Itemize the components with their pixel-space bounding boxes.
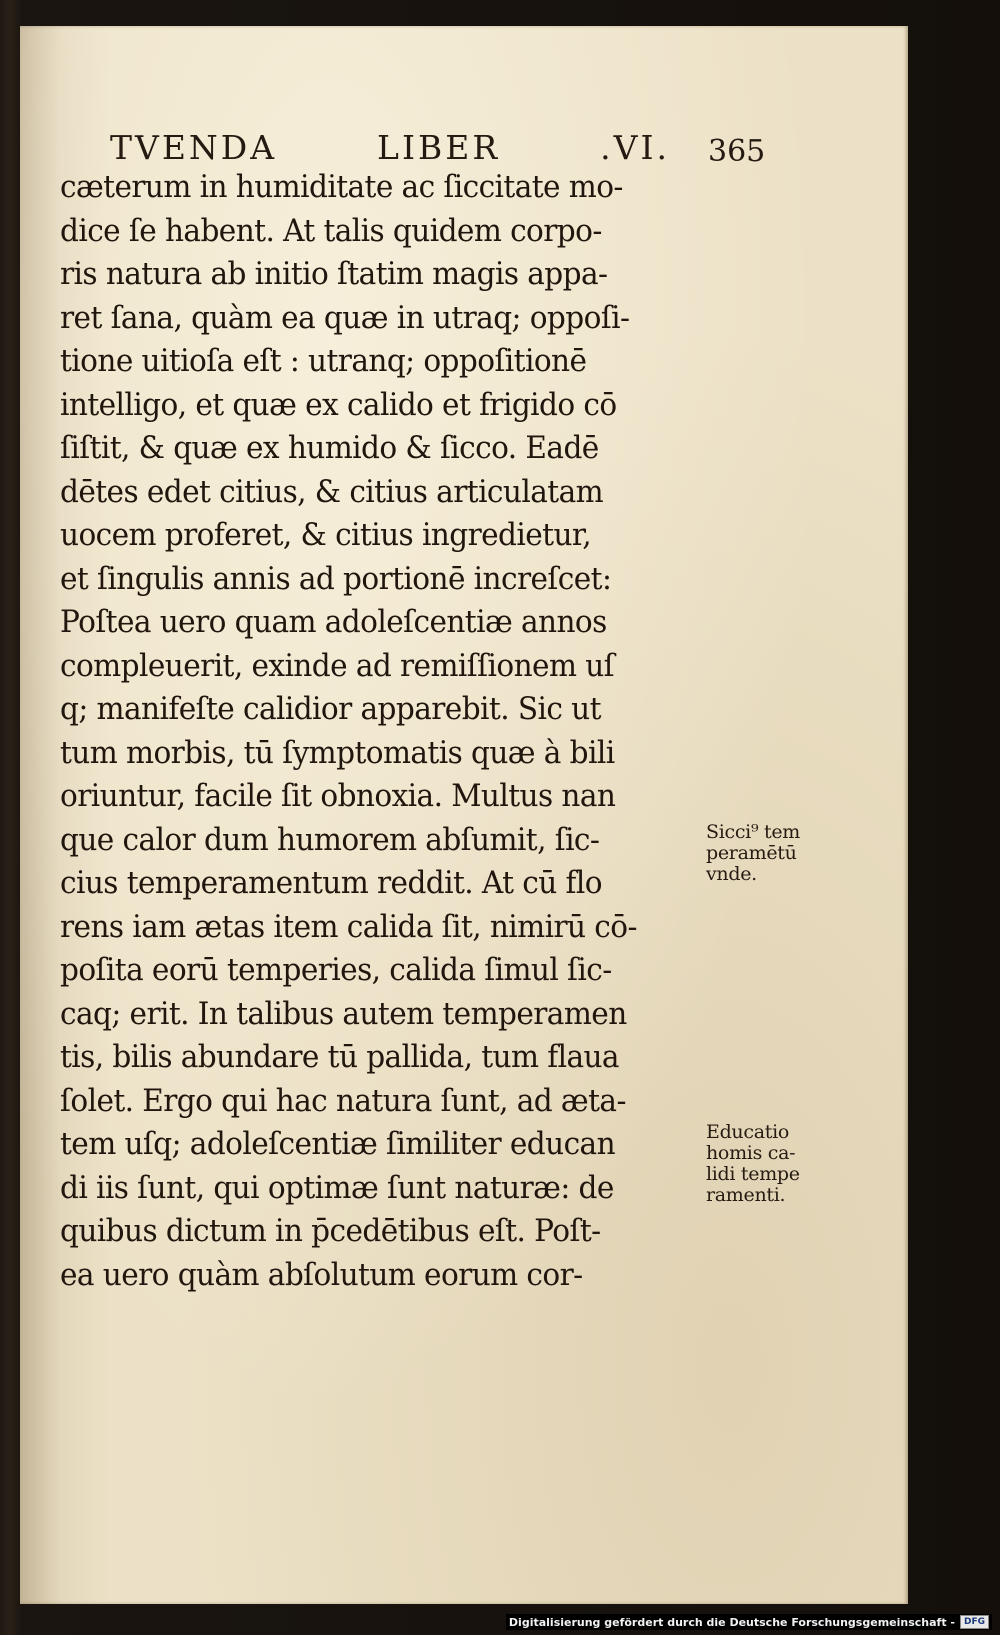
digitization-footer <box>506 1614 992 1630</box>
text-line: et ſingulis annis ad portionē increſcet: <box>60 561 612 597</box>
text-line: uocem proferet, & citius ingredietur, <box>60 518 592 553</box>
text-line: quibus dictum in p̄cedētibus eſt. Poſt- <box>60 1214 601 1249</box>
text-line: compleuerit, exinde ad remiſſionem uſ <box>60 648 615 684</box>
text-line: que calor dum humorem abſumit, ſic- <box>60 822 600 858</box>
running-head-word-3: .VI. <box>600 128 670 167</box>
text-line: ris natura ab initio ſtatim magis appa- <box>60 257 608 292</box>
text-line: cius temperamentum reddit. At cū flo <box>60 866 602 901</box>
text-line: tum morbis, tū ſymptomatis quæ à bili <box>60 735 615 771</box>
text-line: poſita eorū temperies, calida ſimul ſic- <box>60 953 612 988</box>
text-line: di iis ſunt, qui optimæ ſunt naturæ: de <box>60 1170 614 1206</box>
text-line: dētes edet citius, & citius articulatam <box>60 474 604 510</box>
text-line: ſiſtit, & quæ ex humido & ſicco. Eadē <box>60 431 599 466</box>
margin-note-line: homis ca- <box>706 1142 796 1164</box>
running-head-word-1: TVENDA <box>110 128 278 167</box>
text-line: q; manifeſte calidior apparebit. Sic ut <box>60 692 601 727</box>
dfg-logo-icon: DFG <box>960 1615 989 1629</box>
margin-note-line: vnde. <box>706 863 757 885</box>
text-line: rens iam ætas item calida ſit, nimirū cō- <box>60 909 637 945</box>
text-line: Poſtea uero quam adoleſcentiæ annos <box>60 605 607 640</box>
running-head-word-2: LIBER <box>377 128 501 167</box>
text-line: tione uitioſa eſt : utranq; oppoſitionē <box>60 344 587 379</box>
text-line: tem uſq; adoleſcentiæ ſimiliter educan <box>60 1127 616 1162</box>
page-number: 365 <box>708 134 766 169</box>
text-line: ea uero quàm abſolutum eorum cor- <box>60 1257 583 1293</box>
margin-note-line: ramenti. <box>706 1184 786 1206</box>
text-line: oriuntur, facile ſit obnoxia. Multus nan <box>60 779 616 814</box>
margin-note-line: peramētū <box>706 842 797 864</box>
text-line: intelligo, et quæ ex calido et frigido cō <box>60 387 617 423</box>
footer-text: Digitalisierung gefördert durch die Deutsche Forschungsgemeinschaft - <box>508 1615 955 1629</box>
body-text <box>60 166 700 1297</box>
margin-note-line: lidi tempe <box>706 1163 800 1185</box>
text-line: ſolet. Ergo qui hac natura ſunt, ad æta- <box>60 1083 626 1119</box>
margin-note-temperament <box>706 822 816 885</box>
text-line: dice ſe habent. At talis quidem corpo- <box>60 213 602 249</box>
margin-note-line: Sicci⁹ tem <box>706 821 801 843</box>
text-line: tis, bilis abundare tū pallida, tum flaua <box>60 1040 619 1075</box>
text-line: ret ſana, quàm ea quæ in utraq; oppoſi- <box>60 300 630 336</box>
text-line: caq; erit. In talibus autem temperamen <box>60 996 627 1032</box>
margin-note-education <box>706 1122 816 1206</box>
margin-note-line: Educatio <box>706 1121 789 1143</box>
text-line: cæterum in humiditate ac ſiccitate mo- <box>60 170 623 205</box>
